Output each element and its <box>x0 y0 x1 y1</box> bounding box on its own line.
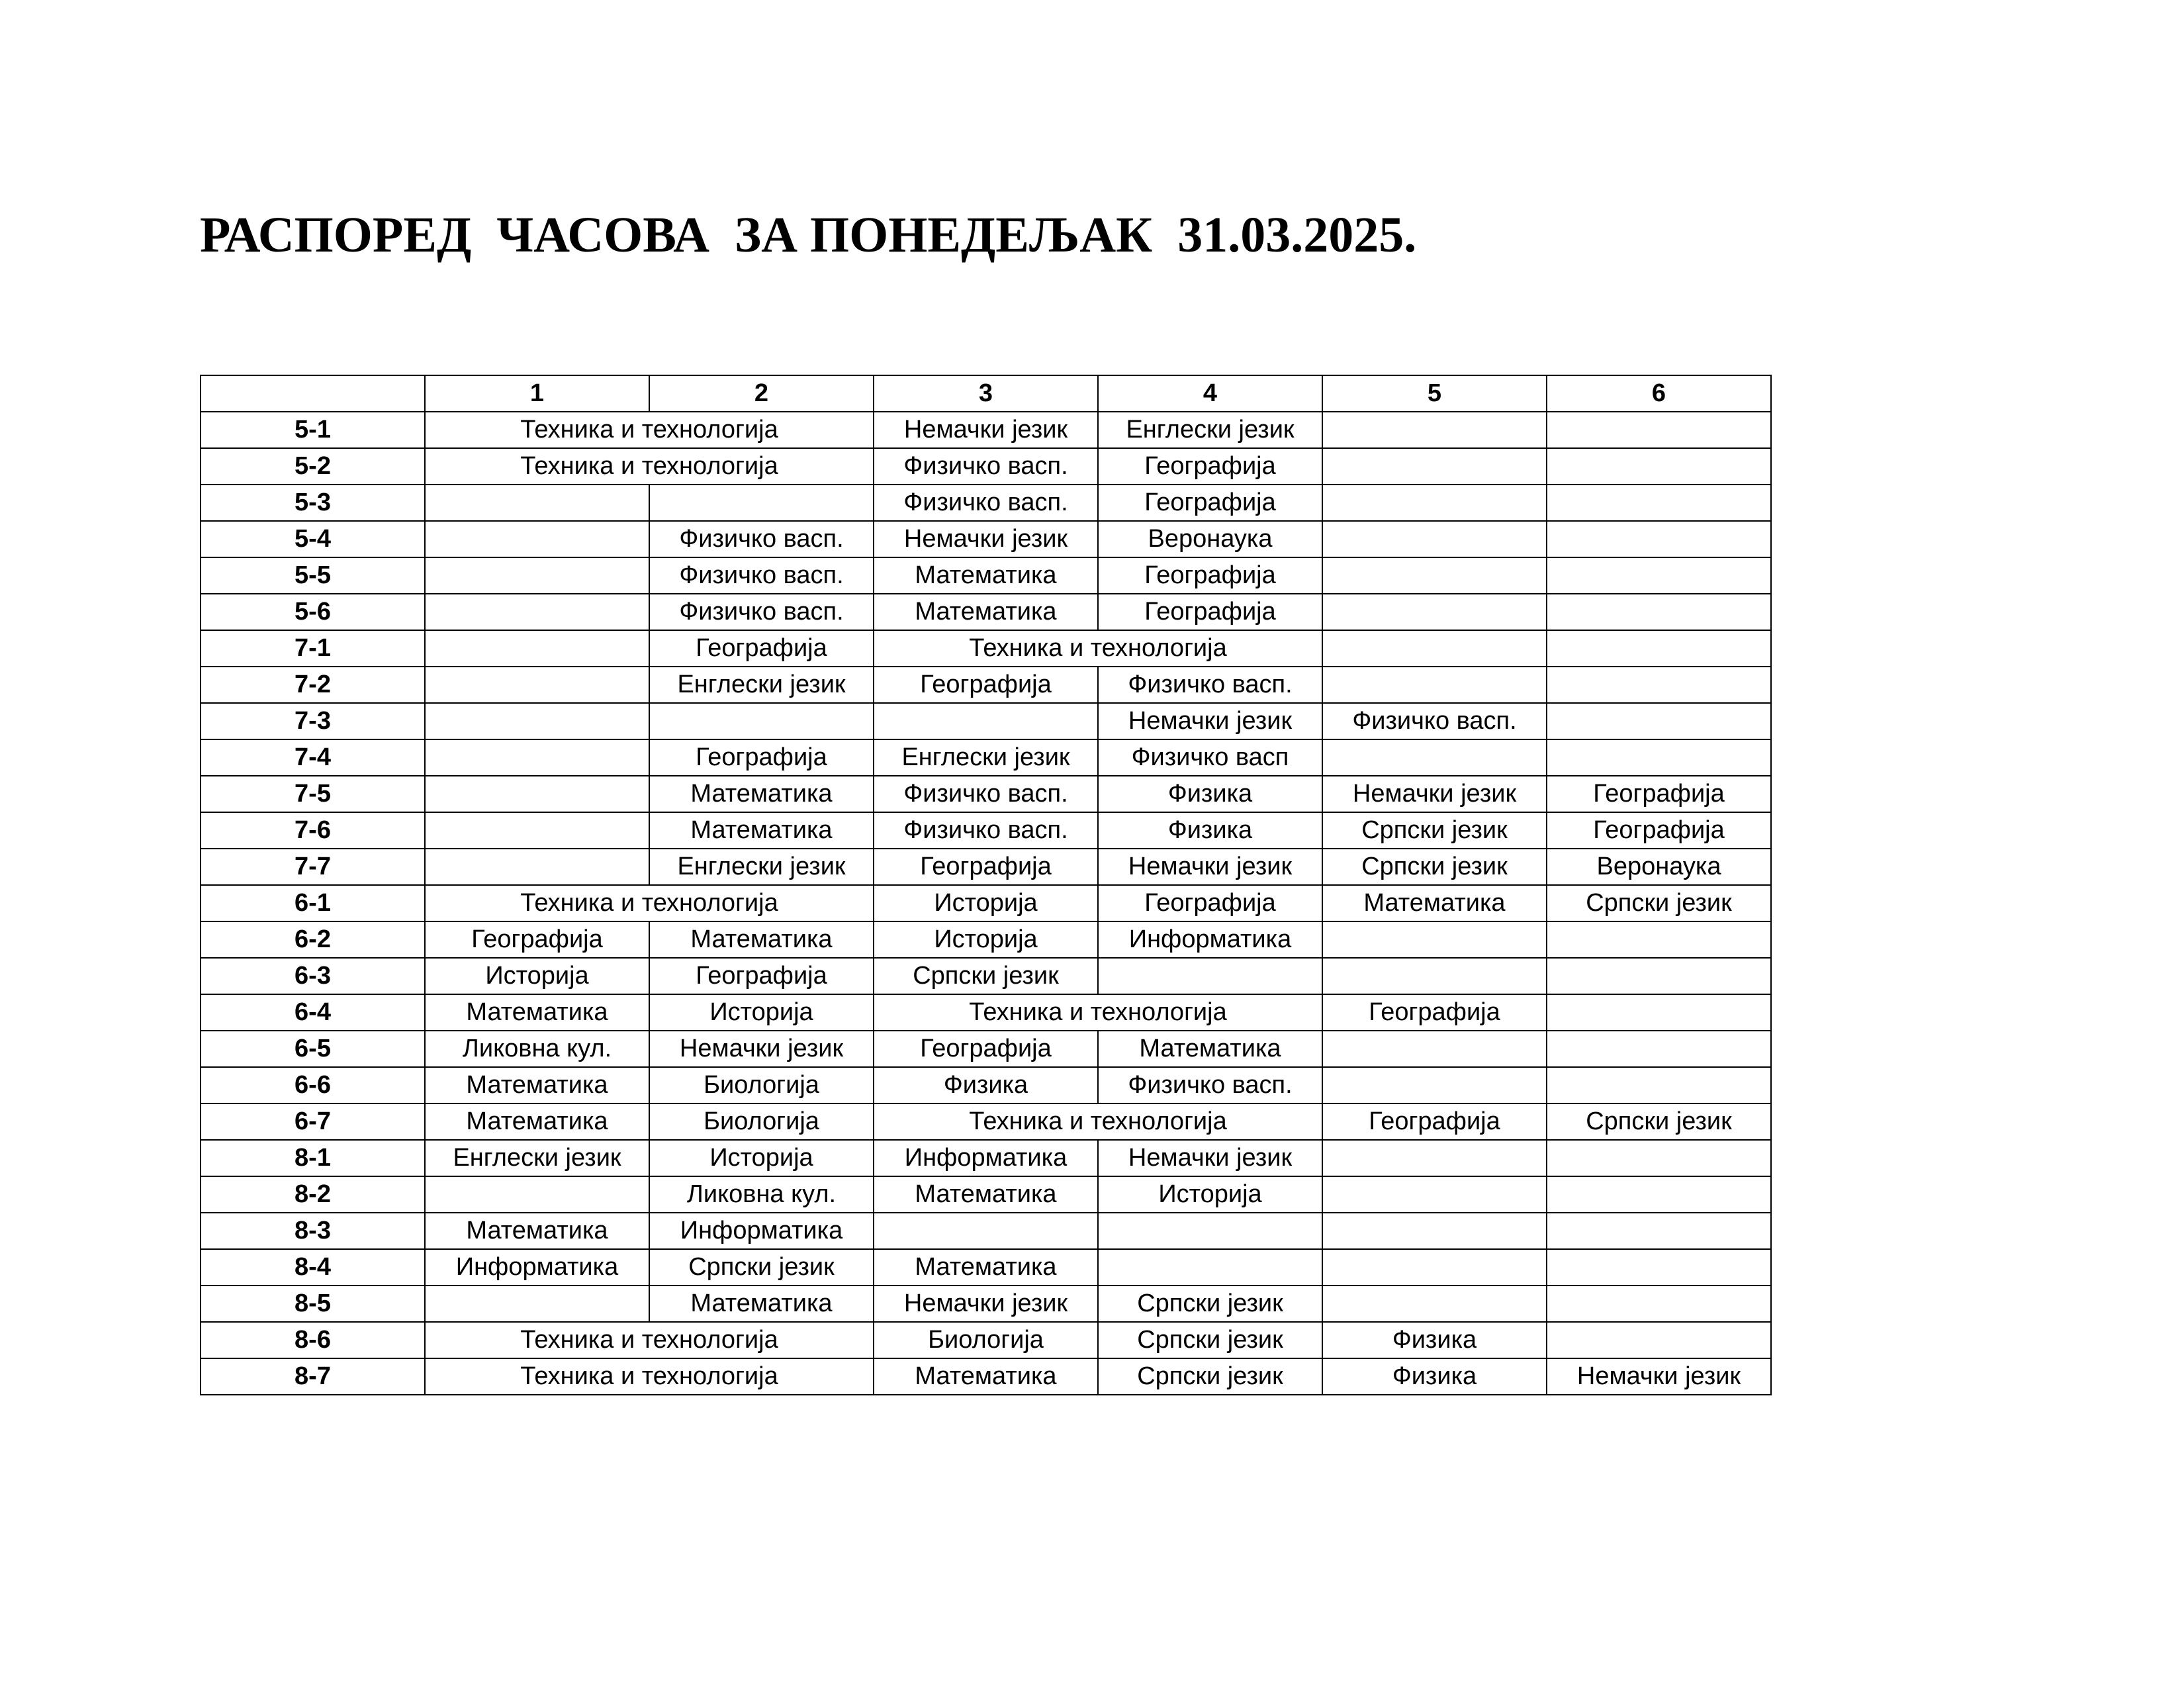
schedule-table <box>200 375 1772 1395</box>
lesson-cell <box>1322 521 1547 557</box>
lesson-cell: Немачки језик <box>1547 1358 1771 1395</box>
period-header-5: 5 <box>1322 375 1547 412</box>
lesson-cell: Информатика <box>649 1213 874 1249</box>
period-header-4: 4 <box>1098 375 1322 412</box>
lesson-cell: Енглески језик <box>1098 412 1322 448</box>
class-label: 6-1 <box>201 885 425 921</box>
lesson-cell <box>425 667 649 703</box>
lesson-cell: Ликовна кул. <box>425 1031 649 1067</box>
lesson-cell: Математика <box>874 594 1098 630</box>
table-row <box>201 1067 1771 1103</box>
lesson-cell: Математика <box>649 812 874 849</box>
lesson-cell: Физика <box>1322 1322 1547 1358</box>
lesson-cell: Физика <box>1322 1358 1547 1395</box>
class-label: 8-7 <box>201 1358 425 1395</box>
lesson-cell: Српски језик <box>1547 885 1771 921</box>
period-header-3: 3 <box>874 375 1098 412</box>
class-label: 5-5 <box>201 557 425 594</box>
lesson-cell: Физика <box>1098 812 1322 849</box>
lesson-cell: Немачки језик <box>1322 776 1547 812</box>
table-row <box>201 1031 1771 1067</box>
lesson-cell: Географија <box>425 921 649 958</box>
lesson-cell <box>1322 1031 1547 1067</box>
table-row <box>201 739 1771 776</box>
class-label: 7-7 <box>201 849 425 885</box>
class-label: 5-2 <box>201 448 425 485</box>
lesson-cell: Географија <box>1098 594 1322 630</box>
lesson-cell <box>1547 521 1771 557</box>
lesson-cell <box>1322 1213 1547 1249</box>
lesson-cell: Математика <box>874 1249 1098 1286</box>
lesson-cell <box>1322 557 1547 594</box>
class-label: 7-1 <box>201 630 425 667</box>
lesson-cell <box>425 521 649 557</box>
lesson-cell <box>1322 667 1547 703</box>
table-row <box>201 594 1771 630</box>
lesson-cell: Историја <box>1098 1176 1322 1213</box>
period-header-2: 2 <box>649 375 874 412</box>
lesson-cell <box>1547 921 1771 958</box>
lesson-cell: Историја <box>425 958 649 994</box>
lesson-cell: Географија <box>1547 776 1771 812</box>
lesson-cell: Техника и технологија <box>425 412 874 448</box>
class-label: 8-5 <box>201 1286 425 1322</box>
lesson-cell: Немачки језик <box>649 1031 874 1067</box>
class-label: 8-4 <box>201 1249 425 1286</box>
lesson-cell <box>425 812 649 849</box>
lesson-cell <box>425 739 649 776</box>
lesson-cell: Географија <box>874 667 1098 703</box>
lesson-cell: Српски језик <box>874 958 1098 994</box>
class-label: 5-6 <box>201 594 425 630</box>
lesson-cell <box>1322 485 1547 521</box>
lesson-cell <box>1547 994 1771 1031</box>
lesson-cell: Техника и технологија <box>425 885 874 921</box>
lesson-cell: Географија <box>1098 485 1322 521</box>
class-label: 7-2 <box>201 667 425 703</box>
lesson-cell <box>1547 1176 1771 1213</box>
lesson-cell <box>1547 1031 1771 1067</box>
lesson-cell: Историја <box>649 994 874 1031</box>
table-row <box>201 1286 1771 1322</box>
lesson-cell <box>1547 667 1771 703</box>
lesson-cell <box>425 485 649 521</box>
table-row <box>201 885 1771 921</box>
lesson-cell: Српски језик <box>1322 849 1547 885</box>
table-row <box>201 958 1771 994</box>
lesson-cell: Физичко васп. <box>649 594 874 630</box>
table-row <box>201 448 1771 485</box>
lesson-cell <box>649 485 874 521</box>
table-row <box>201 630 1771 667</box>
class-label: 5-4 <box>201 521 425 557</box>
lesson-cell: Физичко васп <box>1098 739 1322 776</box>
lesson-cell: Српски језик <box>1098 1286 1322 1322</box>
lesson-cell: Информатика <box>425 1249 649 1286</box>
lesson-cell: Географија <box>1098 448 1322 485</box>
table-row <box>201 812 1771 849</box>
table-row <box>201 994 1771 1031</box>
lesson-cell: Физика <box>874 1067 1098 1103</box>
lesson-cell: Физичко васп. <box>649 557 874 594</box>
class-label: 7-3 <box>201 703 425 739</box>
lesson-cell: Географија <box>649 958 874 994</box>
lesson-cell <box>1322 1140 1547 1176</box>
lesson-cell <box>1098 958 1322 994</box>
lesson-cell: Немачки језик <box>1098 703 1322 739</box>
class-label: 6-7 <box>201 1103 425 1140</box>
table-row <box>201 1213 1771 1249</box>
lesson-cell <box>1547 1213 1771 1249</box>
table-row <box>201 557 1771 594</box>
lesson-cell <box>1547 485 1771 521</box>
lesson-cell: Техника и технологија <box>874 994 1322 1031</box>
lesson-cell: Физичко васп. <box>874 485 1098 521</box>
table-row <box>201 412 1771 448</box>
lesson-cell: Српски језик <box>1098 1322 1322 1358</box>
table-row <box>201 1358 1771 1395</box>
lesson-cell <box>1322 1286 1547 1322</box>
lesson-cell: Немачки језик <box>874 412 1098 448</box>
header-corner-cell <box>201 375 425 412</box>
class-label: 8-3 <box>201 1213 425 1249</box>
lesson-cell: Математика <box>649 1286 874 1322</box>
lesson-cell: Математика <box>425 1213 649 1249</box>
lesson-cell: Ликовна кул. <box>649 1176 874 1213</box>
lesson-cell: Географија <box>1322 994 1547 1031</box>
lesson-cell <box>425 594 649 630</box>
class-label: 6-6 <box>201 1067 425 1103</box>
lesson-cell <box>1547 1249 1771 1286</box>
lesson-cell <box>1547 703 1771 739</box>
lesson-cell <box>1547 1140 1771 1176</box>
lesson-cell: Српски језик <box>1547 1103 1771 1140</box>
lesson-cell: Физичко васп. <box>874 812 1098 849</box>
table-row <box>201 849 1771 885</box>
lesson-cell: Биологија <box>874 1322 1098 1358</box>
class-label: 8-1 <box>201 1140 425 1176</box>
lesson-cell <box>1322 630 1547 667</box>
lesson-cell: Физика <box>1098 776 1322 812</box>
class-label: 5-3 <box>201 485 425 521</box>
lesson-cell: Географија <box>874 1031 1098 1067</box>
lesson-cell <box>1322 594 1547 630</box>
lesson-cell <box>649 703 874 739</box>
lesson-cell <box>425 776 649 812</box>
lesson-cell: Српски језик <box>649 1249 874 1286</box>
lesson-cell: Техника и технологија <box>425 448 874 485</box>
lesson-cell <box>425 557 649 594</box>
lesson-cell: Математика <box>874 1358 1098 1395</box>
lesson-cell: Техника и технологија <box>425 1358 874 1395</box>
schedule-body <box>201 375 1771 1395</box>
lesson-cell <box>1322 958 1547 994</box>
lesson-cell: Географија <box>1098 885 1322 921</box>
period-header-6: 6 <box>1547 375 1771 412</box>
lesson-cell: Биологија <box>649 1103 874 1140</box>
lesson-cell <box>1547 448 1771 485</box>
lesson-cell <box>1098 1213 1322 1249</box>
lesson-cell <box>874 703 1098 739</box>
lesson-cell <box>425 1176 649 1213</box>
table-row <box>201 485 1771 521</box>
lesson-cell <box>1322 1176 1547 1213</box>
lesson-cell: Биологија <box>649 1067 874 1103</box>
table-row <box>201 1140 1771 1176</box>
lesson-cell: Математика <box>425 1103 649 1140</box>
table-row <box>201 1176 1771 1213</box>
lesson-cell: Географија <box>1322 1103 1547 1140</box>
lesson-cell <box>1322 412 1547 448</box>
lesson-cell: Историја <box>649 1140 874 1176</box>
lesson-cell <box>1547 1322 1771 1358</box>
lesson-cell: Математика <box>1098 1031 1322 1067</box>
lesson-cell: Физичко васп. <box>874 448 1098 485</box>
lesson-cell: Историја <box>874 921 1098 958</box>
lesson-cell: Историја <box>874 885 1098 921</box>
lesson-cell: Информатика <box>874 1140 1098 1176</box>
class-label: 6-3 <box>201 958 425 994</box>
lesson-cell <box>1547 1067 1771 1103</box>
lesson-cell <box>1547 594 1771 630</box>
class-label: 8-6 <box>201 1322 425 1358</box>
lesson-cell: Физичко васп. <box>1322 703 1547 739</box>
table-row <box>201 1249 1771 1286</box>
lesson-cell: Физичко васп. <box>1098 667 1322 703</box>
lesson-cell: Техника и технологија <box>425 1322 874 1358</box>
lesson-cell: Математика <box>874 557 1098 594</box>
table-row <box>201 776 1771 812</box>
lesson-cell <box>1322 448 1547 485</box>
lesson-cell: Географија <box>874 849 1098 885</box>
lesson-cell <box>1547 412 1771 448</box>
table-row <box>201 667 1771 703</box>
lesson-cell: Техника и технологија <box>874 1103 1322 1140</box>
class-label: 7-5 <box>201 776 425 812</box>
lesson-cell: Енглески језик <box>649 667 874 703</box>
lesson-cell: Техника и технологија <box>874 630 1322 667</box>
table-row <box>201 703 1771 739</box>
lesson-cell: Географија <box>1547 812 1771 849</box>
lesson-cell: Информатика <box>1098 921 1322 958</box>
lesson-cell: Математика <box>649 776 874 812</box>
period-header-1: 1 <box>425 375 649 412</box>
lesson-cell <box>1322 1249 1547 1286</box>
lesson-cell: Немачки језик <box>1098 1140 1322 1176</box>
lesson-cell <box>1547 630 1771 667</box>
lesson-cell <box>1322 739 1547 776</box>
lesson-cell: Енглески језик <box>649 849 874 885</box>
class-label: 6-2 <box>201 921 425 958</box>
lesson-cell <box>1547 1286 1771 1322</box>
lesson-cell: Српски језик <box>1322 812 1547 849</box>
lesson-cell <box>1322 921 1547 958</box>
page-title: РАСПОРЕД ЧАСОВА ЗА ПОНЕДЕЉАК 31.03.2025. <box>200 207 1417 263</box>
class-label: 5-1 <box>201 412 425 448</box>
lesson-cell: Немачки језик <box>874 521 1098 557</box>
lesson-cell <box>1547 958 1771 994</box>
table-row <box>201 521 1771 557</box>
class-label: 6-4 <box>201 994 425 1031</box>
lesson-cell: Математика <box>1322 885 1547 921</box>
class-label: 7-4 <box>201 739 425 776</box>
lesson-cell: Географија <box>649 630 874 667</box>
lesson-cell: Енглески језик <box>874 739 1098 776</box>
table-row <box>201 1322 1771 1358</box>
lesson-cell: Српски језик <box>1098 1358 1322 1395</box>
lesson-cell <box>1098 1249 1322 1286</box>
lesson-cell: Немачки језик <box>874 1286 1098 1322</box>
lesson-cell: Физичко васп. <box>1098 1067 1322 1103</box>
class-label: 8-2 <box>201 1176 425 1213</box>
lesson-cell: Математика <box>874 1176 1098 1213</box>
lesson-cell: Немачки језик <box>1098 849 1322 885</box>
lesson-cell: Енглески језик <box>425 1140 649 1176</box>
lesson-cell: Физичко васп. <box>874 776 1098 812</box>
lesson-cell: Географија <box>649 739 874 776</box>
table-row <box>201 921 1771 958</box>
class-label: 7-6 <box>201 812 425 849</box>
lesson-cell: Физичко васп. <box>649 521 874 557</box>
lesson-cell <box>1547 739 1771 776</box>
table-row <box>201 1103 1771 1140</box>
lesson-cell <box>1547 557 1771 594</box>
lesson-cell <box>425 703 649 739</box>
lesson-cell <box>425 630 649 667</box>
lesson-cell: Веронаука <box>1098 521 1322 557</box>
lesson-cell: Географија <box>1098 557 1322 594</box>
lesson-cell <box>874 1213 1098 1249</box>
lesson-cell: Математика <box>425 994 649 1031</box>
lesson-cell <box>1322 1067 1547 1103</box>
lesson-cell: Математика <box>649 921 874 958</box>
lesson-cell: Математика <box>425 1067 649 1103</box>
lesson-cell <box>425 1286 649 1322</box>
header-row <box>201 375 1771 412</box>
lesson-cell <box>425 849 649 885</box>
lesson-cell: Веронаука <box>1547 849 1771 885</box>
class-label: 6-5 <box>201 1031 425 1067</box>
